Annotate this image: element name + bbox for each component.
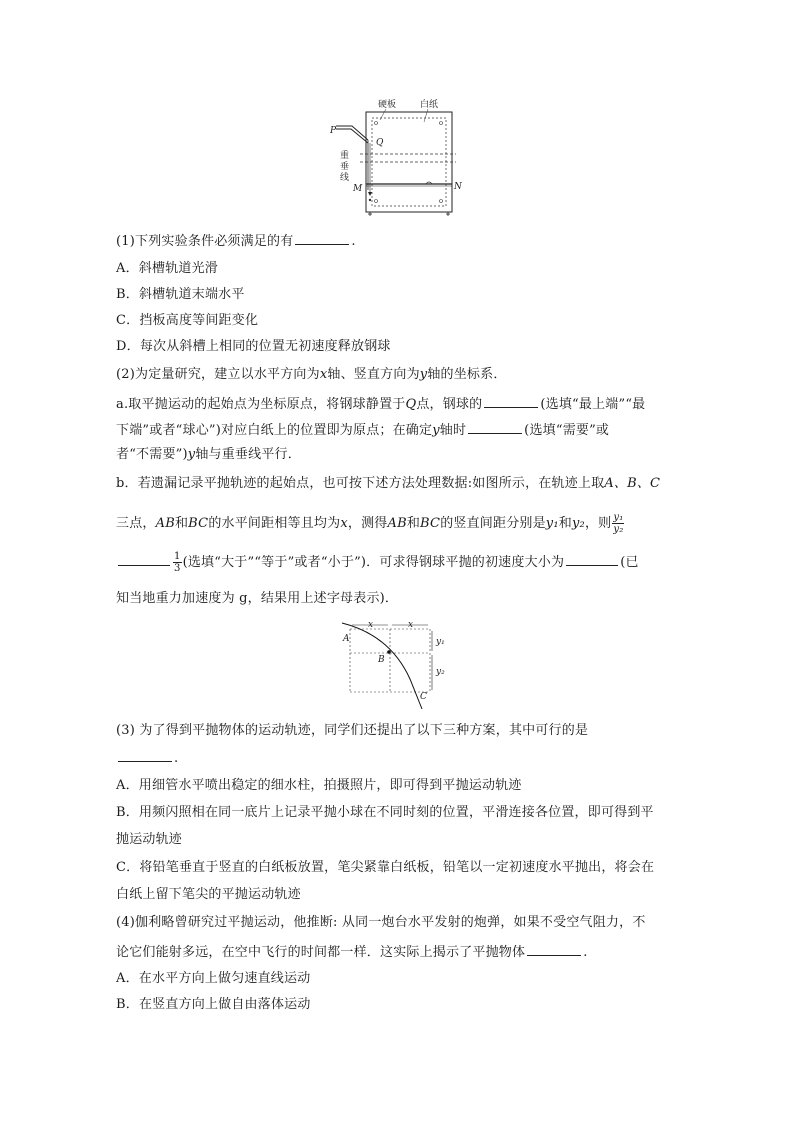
label-y1: y₁ <box>436 637 445 647</box>
label-c: C <box>420 692 427 702</box>
q3-option-c1: C．将铅笔垂直于竖直的白纸板放置，笔尖紧靠白纸板，铅笔以一定初速度水平抛出，将会在 <box>116 860 655 875</box>
q1-option-b: B．斜槽轨道末端水平 <box>116 287 245 302</box>
q2-a-line1: a.取平抛运动的起始点为坐标原点，将钢球静置于Q点，钢球的 (选填“最上端”“最 <box>116 394 645 414</box>
q4-option-b: B．在竖直方向上做自由落体运动 <box>116 997 311 1012</box>
q2-a-blank1[interactable] <box>484 394 538 408</box>
q1-stem: (1)下列实验条件必须满足的有 . <box>116 231 356 251</box>
label-x1: x <box>368 620 374 630</box>
label-n: N <box>454 182 462 192</box>
label-a: A <box>343 634 350 644</box>
board-outline <box>366 112 452 212</box>
q3-answer-line: . <box>116 748 178 768</box>
label-b: B <box>378 655 385 665</box>
trajectory-figure <box>340 619 460 711</box>
q2-a-line2: 下端”或者“球心”)对应白纸上的位置即为原点；在确定y轴时 (选填“需要”或 <box>116 420 609 440</box>
q3-option-b1: B．用频闪照相在同一底片上记录平抛小球在不同时刻的位置，平滑连接各位置，即可得到平 <box>116 805 654 820</box>
q2-b-line3: $\frac{1}{3}$ (选填“大于”“等于”或者“小于”)．可求得钢球平抛的初速度大小为 (已 <box>116 551 639 574</box>
chute <box>336 126 368 140</box>
q3-option-a: A．用细管水平喷出稳定的细水柱，拍摄照片，即可得到平抛运动轨迹 <box>116 778 522 793</box>
q4-answer-blank[interactable] <box>527 942 581 956</box>
q2-b-line2: 三点，AB和BC的水平间距相等且均为x，测得AB和BC的竖直间距分别是y₁和y₂，则 $\frac{\text{y₁}}{\text{y₂}}$ <box>116 512 624 535</box>
q4-stem2: 论它们能射多远，在空中飞行的时间都一样．这实际上揭示了平抛物体 . <box>116 942 588 962</box>
q2-b-blank1[interactable] <box>118 552 170 566</box>
q2-b-blank2[interactable] <box>566 552 618 566</box>
q2-b-line1: b．若遗漏记录平抛轨迹的起始点，也可按下述方法处理数据:如图所示，在轨迹上取A、B、C <box>116 476 661 491</box>
q1-option-c: C．挡板高度等间距变化 <box>116 313 259 328</box>
label-m: M <box>353 184 363 194</box>
q2-stem: (2)为定量研究，建立以水平方向为x轴、竖直方向为y轴的坐标系． <box>116 367 507 382</box>
q3-option-b2: 抛运动轨迹 <box>116 832 183 847</box>
q3-answer-blank[interactable] <box>118 748 172 762</box>
q2-b-line4: 知当地重力加速度为 g，结果用上述字母表示)． <box>116 591 399 606</box>
trajectory-curve <box>342 623 422 709</box>
label-x2: x <box>408 620 414 630</box>
q1-option-a: A．斜槽轨道光滑 <box>116 261 218 276</box>
q2-a-line3: 者“不需要”)y轴与重垂线平行． <box>116 447 301 462</box>
q4-option-a: A．在水平方向上做匀速直线运动 <box>116 971 311 986</box>
label-plumb-1: 重 <box>340 151 350 161</box>
label-q: Q <box>376 138 384 148</box>
point-b <box>387 650 391 654</box>
label-paper: 白纸 <box>420 100 439 110</box>
q3-option-c2: 白纸上留下笔尖的平抛运动轨迹 <box>116 887 301 902</box>
q3-stem: (3) 为了得到平抛物体的运动轨迹，同学们还提出了以下三种方案，其中可行的是 <box>116 723 589 738</box>
paper-outline <box>372 118 446 206</box>
q1-option-d: D．每次从斜槽上相同的位置无初速度释放钢球 <box>116 339 391 354</box>
label-plumb-3: 线 <box>340 173 350 183</box>
apparatus-figure <box>328 96 468 222</box>
label-p: P <box>330 126 337 136</box>
label-y2: y₂ <box>436 667 445 677</box>
q1-answer-blank[interactable] <box>295 231 349 245</box>
q2-a-blank2[interactable] <box>468 420 522 434</box>
fraction-one-third: $\frac{1}{3}$ <box>174 551 181 574</box>
label-plumb-2: 垂 <box>340 162 350 172</box>
q4-stem1: (4)伽利略曾研究过平抛运动，他推断: 从同一炮台水平发射的炮弹，如果不受空气阻力，不 <box>116 915 646 930</box>
label-board: 硬板 <box>378 100 397 110</box>
ratio-y1-y2: $\frac{\text{y₁}}{\text{y₂}}$ <box>613 512 624 535</box>
